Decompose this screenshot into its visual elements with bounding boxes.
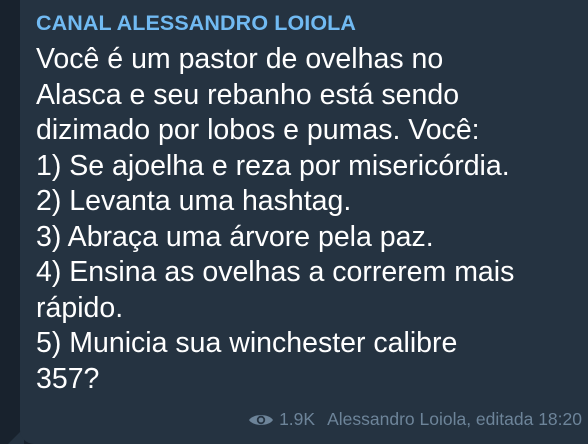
channel-name[interactable]: CANAL ALESSANDRO LOIOLA xyxy=(36,11,357,35)
message-line: Alasca e seu rebanho está sendo xyxy=(36,78,460,111)
message-line: 4) Ensina as ovelhas a correrem mais xyxy=(36,256,515,288)
view-count: 1.9K xyxy=(279,409,316,429)
message-line: 357? xyxy=(36,362,100,395)
author-signature: Alessandro Loiola, editada 18:20 xyxy=(327,409,582,429)
message-line: Você é um pastor de ovelhas no xyxy=(36,43,444,75)
message-line: rápido. xyxy=(36,291,124,324)
message-line: 5) Municia sua winchester calibre xyxy=(36,327,458,359)
message-line: 1) Se ajoelha e reza por misericórdia. xyxy=(36,149,510,182)
message-text xyxy=(36,42,588,397)
eye-icon xyxy=(248,412,274,428)
message-line: 3) Abraça uma árvore pela paz. xyxy=(36,220,434,253)
message-line: dizimado por lobos e pumas. Você: xyxy=(36,114,480,146)
message-meta xyxy=(248,409,582,430)
message-bubble[interactable] xyxy=(20,0,588,444)
message-line: 2) Levanta uma hashtag. xyxy=(36,185,352,217)
